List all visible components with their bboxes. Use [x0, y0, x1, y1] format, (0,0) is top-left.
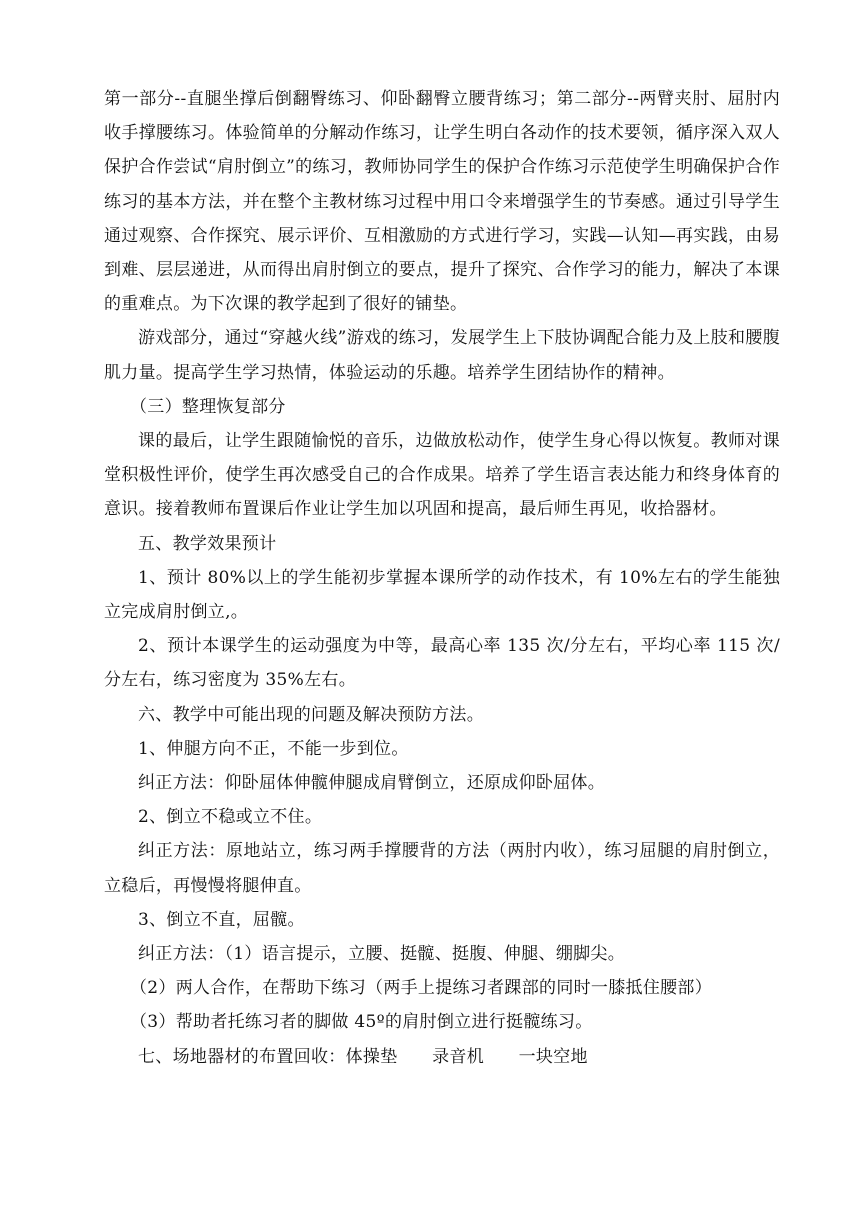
paragraph-cool-down: 课的最后，让学生跟随愉悦的音乐，边做放松动作，使学生身心得以恢复。教师对课堂积极性评价，使学生再次感受自己的合作成果。培养了学生语言表达能力和终身体育的意识。接着教师布置课后作业让学生加以巩固和提高，最后师生再见，收拾器材。	[104, 431, 780, 520]
paragraph-game-section: 游戏部分，通过“穿越火线”游戏的练习，发展学生上下肢协调配合能力及上肢和腰腹肌力量。提高学生学习热情，体验运动的乐趣。培养学生团结协作的精神。	[104, 328, 780, 383]
paragraph-effect-1: 1、预计 80%以上的学生能初步掌握本课所学的动作技术，有 10%左右的学生能独立完成肩肘倒立,。	[104, 567, 780, 623]
problem-3: 3、倒立不直，屈髋。	[138, 909, 305, 930]
heading-expected-effect: 五、教学效果预计	[138, 533, 277, 554]
paragraph-part-one-two: 第一部分--直腿坐撑后倒翻臀练习、仰卧翻臀立腰背练习；第二部分--两臂夹肘、屈肘内收手撑腰练习。体验简单的分解动作练习，让学生明白各动作的技术要领，循序深入双人保护合作尝试“肩肘倒立”的练习，教师协同学生的保护合作练习示范使学生明确保护合作练习的基本方法，并在整个主教材练习过程中用口令来增强学生的节奏感。通过引导学生通过观察、合作探究、展示评价、互相激励的方式进行学习，实践—认知—再实践，由易到难、层层递进，从而得出肩肘倒立的要点，提升了探究、合作学习的能力，解决了本课的重难点。为下次课的教学起到了很好的铺垫。	[104, 89, 780, 315]
correction-1: 纠正方法：仰卧屈体伸髋伸腿成肩臂倒立，还原成仰卧屈体。	[138, 773, 606, 794]
correction-3-2: （2）两人合作，在帮助下练习（两手上提练习者踝部的同时一膝抵住腰部）	[130, 978, 713, 999]
heading-problems: 六、教学中可能出现的问题及解决预防方法。	[138, 704, 484, 725]
correction-3-3: （3）帮助者托练习者的脚做 45º的肩肘倒立进行挺髋练习。	[130, 1012, 593, 1033]
problem-1: 1、伸腿方向不正，不能一步到位。	[138, 738, 409, 759]
correction-3-1: 纠正方法：（1）语言提示，立腰、挺髋、挺腹、伸腿、绷脚尖。	[138, 944, 626, 965]
heading-cool-down: （三）整理恢复部分	[130, 396, 286, 417]
document-body	[104, 82, 780, 1074]
paragraph-effect-2: 2、预计本课学生的运动强度为中等，最高心率 135 次/分左右，平均心率 115 次/分左右，练习密度为 35%左右。	[104, 636, 780, 691]
problem-2: 2、倒立不稳或立不住。	[138, 807, 323, 828]
correction-2: 纠正方法：原地站立，练习两手撑腰背的方法（两肘内收），练习屈腿的肩肘倒立，立稳后，再慢慢将腿伸直。	[104, 841, 780, 896]
heading-equipment: 七、场地器材的布置回收：体操垫 录音机 一块空地	[138, 1046, 588, 1067]
